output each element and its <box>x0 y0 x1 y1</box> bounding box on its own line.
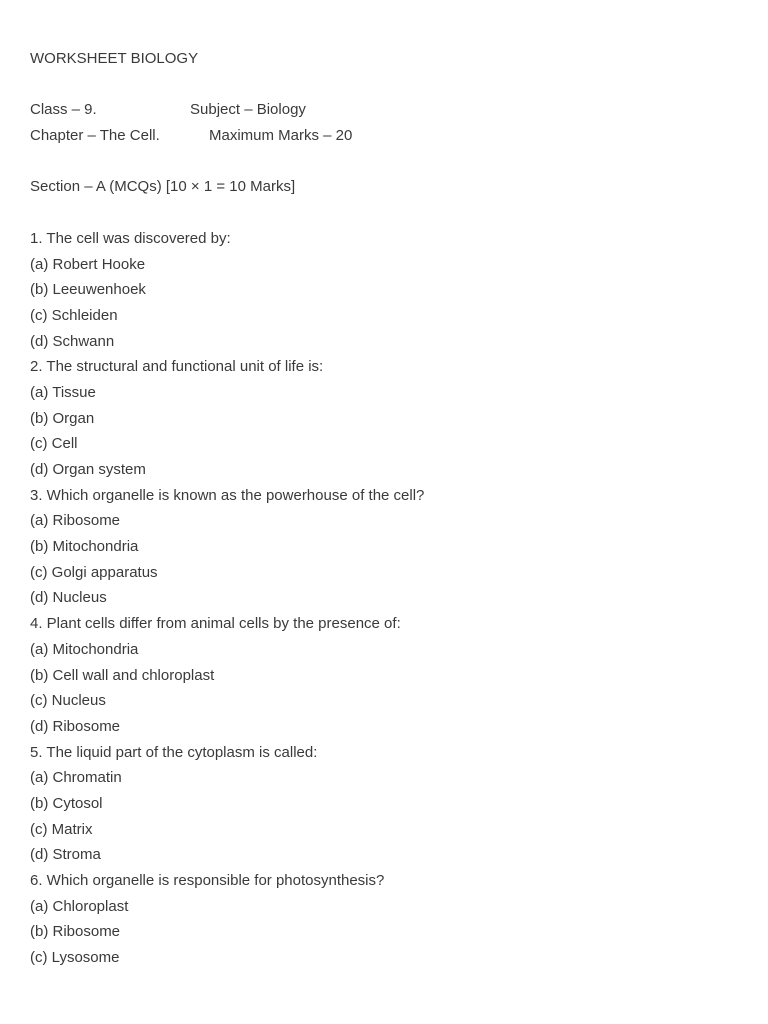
option-4d: (d) Ribosome <box>30 717 121 735</box>
option-2d: (d) Organ system <box>30 461 146 478</box>
option-2b: (b) Organ <box>30 409 95 427</box>
option-2c: (c) Cell <box>30 435 78 453</box>
spacer <box>30 75 730 101</box>
option-6c: (c) Lysosome <box>30 949 120 967</box>
option-4b: (b) Cell wall and chloroplast <box>30 666 215 684</box>
section-heading: Section – A (MCQs) [10 × 1 = 10 Marks] <box>30 178 296 196</box>
option-1d: (d) Schwann <box>30 332 115 350</box>
class-label: Class – 9. <box>30 101 97 119</box>
option-1a: (a) Robert Hooke <box>30 255 146 273</box>
option-2a: (a) Tissue <box>30 383 96 401</box>
option-4a: (a) Mitochondria <box>30 640 139 658</box>
question-6: 6. Which organelle is responsible for photosynthesis? <box>30 872 385 889</box>
option-5a: (a) Chromatin <box>30 769 122 787</box>
option-5d: (d) Stroma <box>30 846 101 864</box>
worksheet-title: WORKSHEET BIOLOGY <box>30 50 199 67</box>
question-5: 5. The liquid part of the cytoplasm is called: <box>30 743 318 761</box>
chapter-label: Chapter – The Cell. <box>30 127 160 145</box>
option-3a: (a) Ribosome <box>30 512 121 530</box>
marks-label: Maximum Marks – 20 <box>209 127 353 145</box>
option-5b: (b) Cytosol <box>30 794 103 812</box>
option-1b: (b) Leeuwenhoek <box>30 281 146 299</box>
subject-label: Subject – Biology <box>190 101 306 119</box>
question-4: 4. Plant cells differ from animal cells by the presence of: <box>30 615 401 633</box>
option-4c: (c) Nucleus <box>30 692 106 710</box>
spacer <box>30 203 730 229</box>
option-1c: (c) Schleiden <box>30 306 118 324</box>
meta-row-1 <box>30 100 730 126</box>
option-6b: (b) Ribosome <box>30 923 121 941</box>
option-5c: (c) Matrix <box>30 820 93 838</box>
spacer <box>30 152 730 178</box>
meta-row-2 <box>30 126 730 152</box>
question-2: 2. The structural and functional unit of life is: <box>30 358 324 376</box>
option-3d: (d) Nucleus <box>30 589 107 607</box>
option-3b: (b) Mitochondria <box>30 538 139 556</box>
worksheet-document <box>30 49 730 974</box>
option-6a: (a) Chloroplast <box>30 897 129 915</box>
option-3c: (c) Golgi apparatus <box>30 563 158 581</box>
question-3: 3. Which organelle is known as the powerhouse of the cell? <box>30 486 425 504</box>
question-1: 1. The cell was discovered by: <box>30 229 231 247</box>
